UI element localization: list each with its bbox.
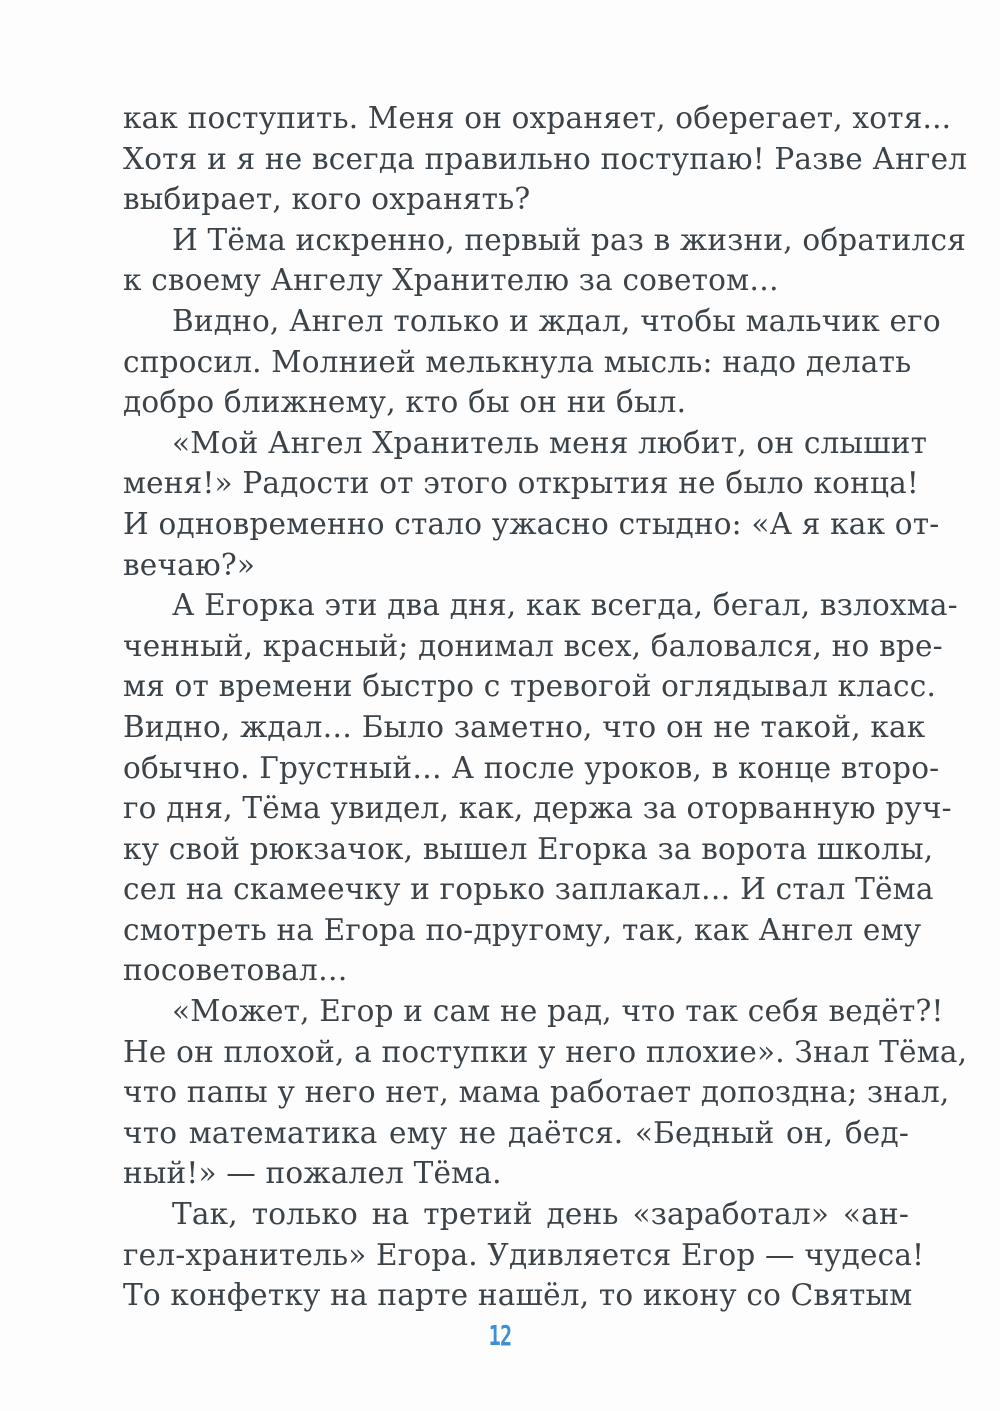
text-line: добро ближнему, кто бы он ни был. — [123, 385, 687, 420]
text-line: выбирает, кого охранять? — [123, 182, 531, 217]
text-line: ченный, красный; донимал всех, баловался, но вре- — [123, 628, 943, 663]
text-line: что папы у него нет, мама работает допоздна; знал, — [123, 1075, 950, 1110]
text-line: То конфетку на парте нашёл, то икону со Святым — [123, 1278, 913, 1313]
text-line: «Может, Егор и сам не рад, что так себя ведёт?! — [172, 994, 944, 1029]
body-text — [123, 98, 968, 1316]
text-line: Видно, Ангел только и ждал, чтобы мальчик его — [172, 303, 941, 338]
text-line: Не он плохой, а поступки у него плохие». Знал Тёма, — [123, 1034, 968, 1069]
text-line: спросил. Молнией мелькнула мысль: надо делать — [123, 344, 912, 379]
text-line: А Егорка эти два дня, как всегда, бегал, взлохма- — [172, 588, 958, 623]
page-number: 12 — [488, 1319, 512, 1352]
text-line: ку свой рюкзачок, вышел Егорка за ворота школы, — [123, 831, 934, 866]
text-line: Видно, ждал… Было заметно, что он не такой, как — [123, 709, 926, 744]
text-line: как поступить. Меня он охраняет, оберегает, хотя... — [123, 101, 952, 135]
text-line: что математика ему не даётся. «Бедный он, бед- — [123, 1115, 909, 1150]
text-line: ный!» — пожалел Тёма. — [123, 1156, 502, 1191]
text-line: Хотя и я не всегда правильно поступаю! Разве Ангел — [123, 141, 968, 176]
text-line: го дня, Тёма увидел, как, держа за оторванную руч- — [123, 791, 952, 826]
text-line: обычно. Грустный… А после уроков, в конце второ- — [123, 750, 940, 785]
text-line: «Мой Ангел Хранитель меня любит, он слышит — [172, 425, 928, 460]
text-line: смотреть на Егора по-другому, так, как Ангел ему — [123, 912, 922, 947]
text-line: И Тёма искренно, первый раз в жизни, обратился — [172, 222, 967, 257]
text-line: вечаю?» — [123, 547, 256, 582]
text-line: к своему Ангелу Хранителю за советом… — [123, 263, 779, 298]
text-line: И одновременно стало ужасно стыдно: «А я как от- — [123, 506, 940, 541]
text-line: гел-хранитель» Егора. Удивляется Егор — чудеса! — [123, 1237, 925, 1272]
text-line: сел на скамеечку и горько заплакал… И стал Тёма — [123, 872, 934, 907]
text-line: посоветовал… — [123, 953, 348, 988]
text-line: мя от времени быстро с тревогой оглядывал класс. — [123, 669, 937, 704]
text-line: меня!» Радости от этого открытия не было конца! — [123, 466, 919, 501]
text-line: Так, только на третий день «заработал» «ан- — [172, 1197, 909, 1232]
